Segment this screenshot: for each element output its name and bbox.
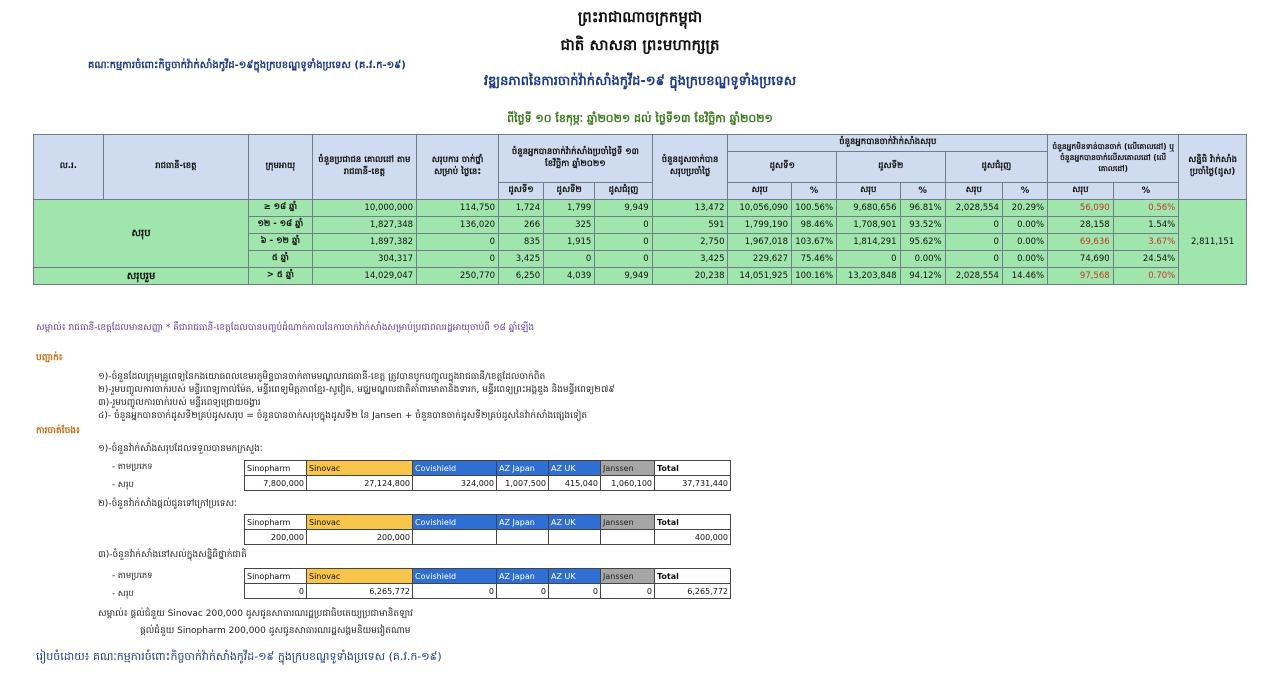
- c1p-cell: 98.46%: [791, 217, 836, 234]
- vaccine-header: Sinovac: [307, 515, 413, 530]
- rem-cell: 69,636: [1048, 234, 1114, 251]
- section-donated: ២)-ចំនួនវ៉ាក់សាំងផ្តល់ជូនទៅក្រៅប្រទេសៈ: [98, 499, 237, 509]
- committee-name: គណៈកម្មការចំពោះកិច្ចចាក់វ៉ាក់សាំងកូវីដ-១៩ក្នុងក្របខណ្ឌទូទាំងប្រទេស (គ.វ.ក-១៩): [88, 60, 406, 71]
- c1-cell: 229,627: [728, 251, 792, 268]
- header-d3: ដូសជំរុញ: [595, 183, 652, 200]
- explanation-item: ៤)- ចំនួនអ្នកបានចាក់ដូសទី២គ្រប់ដូសសរុប = ចំនួនបានចាក់សរុបក្នុងដូសទី២ នៃ Jansen + ចំនួនបានចាក់ដូសទី២គ្រប់ដូសនៃវ៉ាក់សាំងផ្សេងទៀត: [98, 411, 588, 421]
- remaining-cell: 0: [601, 584, 655, 599]
- remp-cell: 1.54%: [1113, 217, 1179, 234]
- header-daily-group: ចំនួនអ្នកបានចាក់វ៉ាក់សាំងប្រចាំថ្ងៃទី ១៣ ខែវិច្ឆិកា ឆ្នាំ២០២១: [499, 135, 653, 183]
- total-label: - សរុប: [112, 589, 134, 599]
- vaccine-header: AZ UK: [549, 461, 601, 476]
- header-d2: ដូសទី២: [544, 183, 595, 200]
- vaccine-header: Covishield: [413, 569, 497, 584]
- d1-cell: 6,250: [499, 268, 544, 285]
- vaccine-header: AZ Japan: [497, 569, 549, 584]
- today-cell: 0: [417, 234, 499, 251]
- today-cell: 136,020: [417, 217, 499, 234]
- c1p-cell: 103.67%: [791, 234, 836, 251]
- age-cell: ≥ ១៨ ឆ្នាំ: [249, 200, 313, 217]
- today-cell: 114,750: [417, 200, 499, 217]
- header-cum-dose1: ដូសទី១: [728, 152, 837, 183]
- total-label: - សរុប: [112, 480, 134, 490]
- c2p-cell: 96.81%: [900, 200, 945, 217]
- daily-total-cell: 13,472: [652, 200, 728, 217]
- target-cell: 10,000,000: [312, 200, 416, 217]
- c3-cell: 2,028,554: [945, 200, 1002, 217]
- c1p-cell: 100.16%: [791, 268, 836, 285]
- vaccine-header: Covishield: [413, 461, 497, 476]
- today-cell: 0: [417, 251, 499, 268]
- rem-cell: 97,568: [1048, 268, 1114, 285]
- explanation-item: ២)-រួមបញ្ចូលការចាក់របស់ មន្ទីរពេទ្យកាល់ម៉ែត, មន្ទីរពេទ្យមិត្តភាពខ្មែរ-សូវៀត, មជ្ឈមណ្ឌលជាតិគាំពារមាតានិងទារក, មន្ទីរពេទ្យព្រះអង្គឌួង និងមន្ទីរពេទ្យ២៧៩: [98, 385, 615, 395]
- header-c3-pct: %: [1002, 183, 1047, 200]
- d2-cell: 0: [544, 251, 595, 268]
- donated-cell: [497, 530, 549, 545]
- today-cell: 250,770: [417, 268, 499, 285]
- donated-cell: 200,000: [307, 530, 413, 545]
- vaccine-header: AZ Japan: [497, 461, 549, 476]
- vaccine-header: Janssen: [601, 569, 655, 584]
- remaining-cell: 0: [549, 584, 601, 599]
- d2-cell: 4,039: [544, 268, 595, 285]
- header-stock: សន្និធិ វ៉ាក់សាំងប្រចាំថ្ងៃ(ដូស): [1179, 135, 1247, 200]
- daily-total-cell: 2,750: [652, 234, 728, 251]
- c3-cell: 2,028,554: [945, 268, 1002, 285]
- header-today-total: សរុបការ ចាក់ថ្នាំ សម្រាប់ ថ្ងៃនេះ: [417, 135, 499, 200]
- daily-total-cell: 20,238: [652, 268, 728, 285]
- remp-cell: 0.56%: [1113, 200, 1179, 217]
- c3-cell: 0: [945, 217, 1002, 234]
- c2p-cell: 95.62%: [900, 234, 945, 251]
- donated-cell: [601, 530, 655, 545]
- c3p-cell: 20.29%: [1002, 200, 1047, 217]
- age-cell: ៥ ឆ្នាំ: [249, 251, 313, 268]
- target-cell: 304,317: [312, 251, 416, 268]
- d3-cell: 9,949: [595, 268, 652, 285]
- c3p-cell: 0.00%: [1002, 251, 1047, 268]
- d2-cell: 1,799: [544, 200, 595, 217]
- received-cell: 1,060,100: [601, 476, 655, 491]
- target-cell: 1,827,348: [312, 217, 416, 234]
- target-cell: 14,029,047: [312, 268, 416, 285]
- vaccine-header: Covishield: [413, 515, 497, 530]
- explanation-item: ៣)-រួមបញ្ចូលការចាក់របស់ មន្ទីរពេទ្យជ្រោយចង្វារ: [98, 398, 261, 408]
- d1-cell: 1,724: [499, 200, 544, 217]
- group-label-total: សរុប: [34, 200, 249, 268]
- vaccine-header: Total: [655, 569, 731, 584]
- vaccination-progress-table: [33, 134, 1247, 285]
- remp-cell: 3.67%: [1113, 234, 1179, 251]
- c1-cell: 1,799,190: [728, 217, 792, 234]
- received-cell: 1,007,500: [497, 476, 549, 491]
- table-row: [34, 200, 1247, 217]
- header-target-pop: ចំនួនប្រជាជន គោលដៅ តាមរាជធានី-ខេត្ត: [312, 135, 416, 200]
- header-no: ល.រ.: [34, 135, 104, 200]
- header-c2-total: សរុប: [837, 183, 901, 200]
- header-cum-dose3: ដូសជំរុញ: [945, 152, 1047, 183]
- header-c1-pct: %: [791, 183, 836, 200]
- c1p-cell: 75.46%: [791, 251, 836, 268]
- c2-cell: 1,814,291: [837, 234, 901, 251]
- received-cell: 27,124,800: [307, 476, 413, 491]
- received-cell: 415,040: [549, 476, 601, 491]
- d3-cell: 0: [595, 217, 652, 234]
- donated-table: [244, 514, 731, 545]
- c3-cell: 0: [945, 234, 1002, 251]
- by-type-label: - តាមប្រភេទ: [112, 462, 153, 472]
- vaccine-header: Total: [655, 461, 731, 476]
- remaining-table: [244, 568, 731, 599]
- header-d1: ដូសទី១: [499, 183, 544, 200]
- d2-cell: 1,915: [544, 234, 595, 251]
- explanation-item: ១)-ចំនួនដែលក្រុមគ្រូពេទ្យនៃកងយោធពលខេមរភូមិន្ទបានចាក់តាមមណ្ឌលរាជធានី-ខេត្ត ត្រូវបានបូកបញ្ចូលក្នុងរាជធានី/ខេត្តដែលចាក់ពិត: [98, 372, 546, 382]
- c3-cell: 0: [945, 251, 1002, 268]
- vaccine-header: Sinopharm: [245, 569, 307, 584]
- section-received: ១)-ចំនួនវ៉ាក់សាំងសរុបដែលទទួលបានមកក្រសួងៈ: [98, 444, 263, 454]
- rem-cell: 28,158: [1048, 217, 1114, 234]
- group-label-grand-total: សរុបរួម: [34, 268, 249, 285]
- remark-note: សម្គាល់៖ រាជធានី-ខេត្តដែលមានសញ្ញា * គឺជារាជធានី-ខេត្តដែលបានបញ្ចប់ដំណាក់កាលនៃការចាក់វ៉ាក់សាំងសម្រាប់ប្រជាពលរដ្ឋអាយុចាប់ពី ១៨ ឆ្នាំឡើង: [36, 323, 535, 333]
- c1-cell: 1,967,018: [728, 234, 792, 251]
- vaccine-header: Sinovac: [307, 569, 413, 584]
- c1-cell: 14,051,925: [728, 268, 792, 285]
- c3p-cell: 0.00%: [1002, 217, 1047, 234]
- vaccine-header: AZ UK: [549, 569, 601, 584]
- d1-cell: 266: [499, 217, 544, 234]
- received-cell: 324,000: [413, 476, 497, 491]
- c2-cell: 9,680,656: [837, 200, 901, 217]
- vaccine-header: AZ Japan: [497, 515, 549, 530]
- header-c3-total: សរុប: [945, 183, 1002, 200]
- c1-cell: 10,056,090: [728, 200, 792, 217]
- vaccine-header: Sinovac: [307, 461, 413, 476]
- remp-cell: 24.54%: [1113, 251, 1179, 268]
- d1-cell: 835: [499, 234, 544, 251]
- donation-remark: ផ្តល់ជំនួយ Sinopharm 200,000 ដូសជូនសាធារណរដ្ឋសង្គមនិយមវៀតណាម: [140, 626, 411, 636]
- vaccine-header: Sinopharm: [245, 461, 307, 476]
- c2p-cell: 94.12%: [900, 268, 945, 285]
- header-remaining: ចំនួនអ្នកមិនទាន់បានចាក់ (លើគោលដៅ) ឬចំនួនអ្នកបានចាក់លើសគោលដៅ (លើគោលដៅ): [1048, 135, 1179, 183]
- vaccine-header: Total: [655, 515, 731, 530]
- remaining-cell: 6,265,772: [655, 584, 731, 599]
- prepared-by-footer: រៀបចំដោយ៖ គណៈកម្មការចំពោះកិច្ចចាក់វ៉ាក់សាំងកូវីដ-១៩ ក្នុងក្របខណ្ឌទូទាំងប្រទេស (គ.វ.ក-១៩): [36, 650, 442, 663]
- table-row-grand-total: [34, 268, 1247, 285]
- d2-cell: 325: [544, 217, 595, 234]
- header-rem-pct: %: [1113, 183, 1179, 200]
- header-province: រាជធានី-ខេត្ត: [103, 135, 248, 200]
- header-c1-total: សរុប: [728, 183, 792, 200]
- daily-total-cell: 3,425: [652, 251, 728, 268]
- c2-cell: 13,203,848: [837, 268, 901, 285]
- d1-cell: 3,425: [499, 251, 544, 268]
- stock-cell: 2,811,151: [1179, 200, 1247, 285]
- remaining-cell: 0: [413, 584, 497, 599]
- section-remaining: ៣)-ចំនួនវ៉ាក់សាំងនៅសល់ក្នុងសន្និធិថ្នាក់ជាតិ: [98, 550, 247, 560]
- received-table: [244, 460, 731, 491]
- c2-cell: 1,708,901: [837, 217, 901, 234]
- remaining-cell: 0: [497, 584, 549, 599]
- header-c2-pct: %: [900, 183, 945, 200]
- header-age-group: ក្រុមអាយុ: [249, 135, 313, 200]
- donated-cell: [413, 530, 497, 545]
- donation-remark: សម្គាល់៖ ផ្តល់ជំនួយ Sinovac 200,000 ដូសជូនសាធារណរដ្ឋប្រជាធិបតេយ្យប្រជាមានិតឡាវ: [98, 609, 413, 619]
- age-cell: ៦ - ១២ ឆ្នាំ: [249, 234, 313, 251]
- rem-cell: 56,090: [1048, 200, 1114, 217]
- donated-cell: 200,000: [245, 530, 307, 545]
- donated-cell: 400,000: [655, 530, 731, 545]
- date-range: ពីថ្ងៃទី ១០ ខែកុម្ភៈ ឆ្នាំ២០២១ ដល់ ថ្ងៃទី១៣ ខែវិច្ឆិកា ឆ្នាំ២០២១: [507, 112, 773, 125]
- header-rem-total: សរុប: [1048, 183, 1114, 200]
- target-cell: 1,897,382: [312, 234, 416, 251]
- c2-cell: 0: [837, 251, 901, 268]
- report-title: វឌ្ឍនភាពនៃការចាក់វ៉ាក់សាំងកូវីដ-១៩ ក្នុងក្របខណ្ឌទូទាំងប្រទេស: [483, 74, 797, 89]
- donated-cell: [549, 530, 601, 545]
- age-cell: ១២ - ១៨ ឆ្នាំ: [249, 217, 313, 234]
- motto: ជាតិ សាសនា ព្រះមហាក្សត្រ: [560, 36, 720, 54]
- header-cumulative-group: ចំនួនអ្នកបានចាក់វ៉ាក់សាំងសរុប: [728, 135, 1048, 152]
- vaccine-header: Sinopharm: [245, 515, 307, 530]
- header-cum-dose2: ដូសទី២: [837, 152, 946, 183]
- rem-cell: 74,690: [1048, 251, 1114, 268]
- age-cell: > ៥ ឆ្នាំ: [249, 268, 313, 285]
- c3p-cell: 14.46%: [1002, 268, 1047, 285]
- vaccine-header: Janssen: [601, 461, 655, 476]
- by-type-label: - តាមប្រភេទ: [112, 571, 153, 581]
- c2p-cell: 93.52%: [900, 217, 945, 234]
- remp-cell: 0.70%: [1113, 268, 1179, 285]
- kingdom-title: ព្រះរាជាណាចក្រកម្ពុជា: [577, 8, 703, 26]
- remaining-cell: 0: [245, 584, 307, 599]
- header-daily-total: ចំនួនដូសចាក់បាន សរុបប្រចាំថ្ងៃ: [652, 135, 728, 200]
- stock-title: ការចាត់ចែង៖: [36, 426, 80, 436]
- d3-cell: 9,949: [595, 200, 652, 217]
- explanation-title: បញ្ជាក់៖: [36, 353, 63, 363]
- received-cell: 37,731,440: [655, 476, 731, 491]
- d3-cell: 0: [595, 234, 652, 251]
- d3-cell: 0: [595, 251, 652, 268]
- daily-total-cell: 591: [652, 217, 728, 234]
- c3p-cell: 0.00%: [1002, 234, 1047, 251]
- c2p-cell: 0.00%: [900, 251, 945, 268]
- vaccine-header: AZ UK: [549, 515, 601, 530]
- vaccine-header: Janssen: [601, 515, 655, 530]
- received-cell: 7,800,000: [245, 476, 307, 491]
- c1p-cell: 100.56%: [791, 200, 836, 217]
- remaining-cell: 6,265,772: [307, 584, 413, 599]
